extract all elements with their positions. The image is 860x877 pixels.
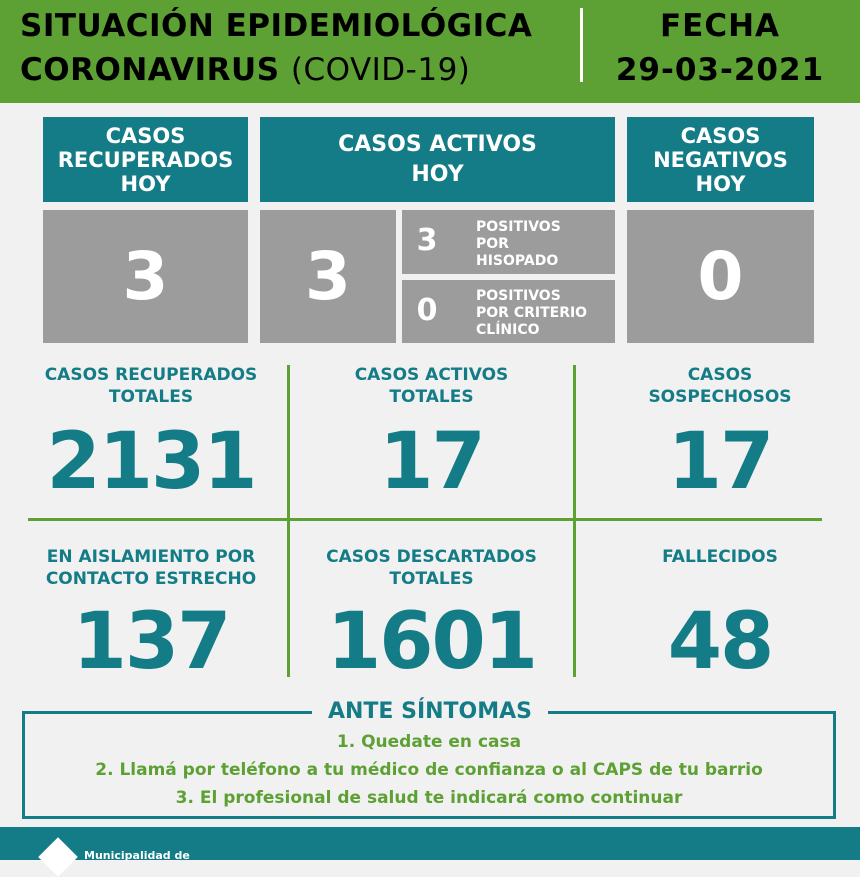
criterio-label-1: POSITIVOS [476,288,561,304]
recuperados-hoy-header [43,117,248,202]
grid-line-left [287,365,290,677]
aislamiento-label-2: CONTACTO ESTRECHO [45,569,257,589]
activos-totales-value: 17 [379,417,484,507]
criterio-label-3: CLÍNICO [476,322,540,338]
descartados-value: 1601 [326,597,537,687]
fallecidos-value: 48 [667,597,773,687]
hisopado-label-2: POR [476,236,509,252]
negativos-hoy-value: 0 [697,238,744,315]
activos-hoy-label-1: CASOS ACTIVOS [338,131,537,157]
negativos-hoy-label-2: NEGATIVOS [653,147,788,172]
recuperados-totales-label [20,364,282,408]
date-value: 29-03-2021 [615,52,825,88]
activos-totales-label-2: TOTALES [389,387,474,407]
activos-hoy-label-2: HOY [411,161,464,187]
recuperados-totales-label-2: TOTALES [108,387,194,407]
sospechosos-label [580,364,860,408]
hisopado-value: 3 [416,223,438,258]
date-label: FECHA [659,8,781,44]
date-block [600,4,840,92]
fallecidos-label-1: FALLECIDOS [662,547,778,567]
activos-totales-label-1: CASOS ACTIVOS [354,365,509,385]
title-line-2 [20,48,532,92]
recuperados-totales-value: 2131 [46,417,256,507]
aislamiento-label [20,546,282,590]
sospechosos-label-2: SOSPECHOSOS [648,387,792,407]
hisopado-label-3: HISOPADO [476,253,559,269]
negativos-hoy-header [627,117,814,202]
hisopado-label-1: POSITIVOS [476,219,561,235]
sintomas-title: ANTE SÍNTOMAS [312,699,548,725]
recuperados-hoy-value: 3 [122,238,169,315]
aislamiento-label-1: EN AISLAMIENTO POR [46,547,256,567]
activos-hoy-header [260,117,615,202]
page-title [20,4,532,92]
grid-line-right [573,365,576,677]
sospechosos-value: 17 [667,417,773,507]
negativos-hoy-label-3: HOY [695,171,746,196]
footer-text: Municipalidad de [84,849,190,862]
criterio-value: 0 [416,293,438,328]
recuperados-hoy-value-box [43,210,248,343]
negativos-hoy-label-1: CASOS [680,123,761,148]
sospechosos-label-1: CASOS [687,365,753,385]
recuperados-hoy-label-2: RECUPERADOS [57,147,234,172]
criterio-label [476,288,587,339]
sintomas-step-3: 3. El profesional de salud te indicará como continuar [175,788,683,808]
negativos-hoy-value-box [627,210,814,343]
activos-hoy-value: 3 [305,238,351,315]
descartados-label-2: TOTALES [389,569,474,589]
activos-hoy-value-box [260,210,396,343]
sintomas-step-2: 2. Llamá por teléfono a tu médico de confianza o al CAPS de tu barrio [95,760,763,780]
fallecidos-label [580,546,860,568]
descartados-label-1: CASOS DESCARTADOS [326,547,537,567]
descartados-label [292,546,571,590]
title-coronavirus: CORONAVIRUS [20,52,280,88]
activos-totales-label [292,364,571,408]
hisopado-label [476,219,561,270]
recuperados-hoy-label-3: HOY [120,171,171,196]
recuperados-hoy-label-1: CASOS [105,123,186,148]
title-covid: (COVID-19) [290,52,471,88]
aislamiento-value: 137 [72,597,230,687]
sintomas-step-1: 1. Quedate en casa [336,732,522,752]
title-line-1: SITUACIÓN EPIDEMIOLÓGICA [20,8,533,44]
criterio-label-2: POR CRITERIO [476,305,588,321]
recuperados-totales-label-1: CASOS RECUPERADOS [44,365,258,385]
header-divider [580,8,583,82]
grid-line-middle [28,518,822,521]
